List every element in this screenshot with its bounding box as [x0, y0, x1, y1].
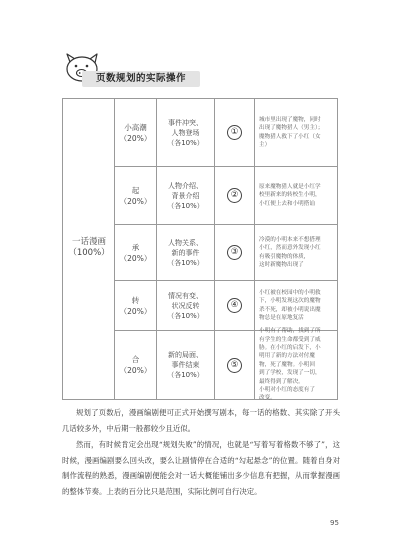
- total-cell: [63, 99, 115, 399]
- total-percent: （100%）: [68, 248, 110, 258]
- row-number: ⑤: [227, 358, 242, 373]
- part-percent: （20%）: [119, 253, 152, 263]
- part-percent: （20%）: [119, 133, 152, 143]
- section-title: 页数规划的实际操作: [96, 73, 187, 84]
- table-row: [115, 281, 337, 331]
- row-description: 冷漠的小明本来不想搭理 小红，然而意外发现小红 有吸引魔物的体质， 这时新魔物出现了: [259, 236, 321, 268]
- total-label: 一话漫画: [71, 237, 106, 247]
- row-description: 小红被在校园中的小明救 下，小明发现这次的魔物 杀不死，却被小明说出魔 物总是在原地复活: [259, 289, 321, 321]
- content-line: （各10%）: [167, 138, 204, 147]
- content-line: 人物登场: [171, 128, 200, 137]
- content-line: （各10%）: [167, 201, 204, 210]
- part-percent: （20%）: [119, 196, 152, 206]
- content-line: （各10%）: [167, 311, 204, 320]
- table-row: [115, 225, 337, 281]
- row-number: ③: [227, 245, 242, 260]
- row-number: ②: [227, 188, 242, 203]
- part-name: 承: [131, 242, 140, 252]
- content-line: 事件结束: [171, 361, 200, 369]
- content-line: 新的事件: [171, 248, 200, 257]
- body-paragraph: 然而，有时候肯定会出现“规划失败”的情况，也就是“写着写着格数不够了”，这时候，漫画编剧要么回头改，要么让剧情停在合适的“勾起悬念”的位置。随着自身对制作流程的熟悉，漫画编剧便能会对一话大概能铺出多少信息有把握，从而掌握漫画的整体节奏。上表的百分比只是范围，实际比例可自行决定。: [62, 440, 340, 496]
- row-description: 城市里出现了魔物，同时 出现了魔物猎人（男主）； 魔物猎人救下了小红（女 主）: [259, 116, 324, 148]
- table-row: [115, 167, 337, 225]
- table-row: [115, 328, 337, 402]
- content-line: 背景介绍: [171, 191, 200, 200]
- row-description: 小明有了帮助，找到了所 有学生的生命都受到了威 胁。在小红的启发下，小 明用了新的方法对付魔 物，死了魔物。小明回 到了学校，发现了一切， 最终得到了解决。 小明对小红的态度有了 改变。: [259, 328, 321, 402]
- content-line: 人物关系、: [168, 238, 203, 247]
- row-number: ④: [227, 298, 242, 313]
- page-plan-table: [62, 98, 338, 400]
- body-paragraph: 规划了页数后，漫画编剧便可正式开始撰写剧本，每一话的格数、其实除了开头几话较多外，中后期一般都较少且近似。: [62, 408, 340, 433]
- content-line: 状况反转: [171, 301, 200, 310]
- table-row: [115, 99, 337, 167]
- content-line: 事件冲突、: [168, 118, 203, 127]
- part-name: 合: [131, 355, 140, 364]
- page-number: 95: [330, 519, 339, 527]
- row-number: ①: [227, 125, 242, 140]
- content-line: 人物介绍、: [168, 181, 203, 190]
- part-name: 起: [131, 185, 140, 195]
- content-line: 情况有变、: [168, 291, 203, 300]
- part-name: 转: [131, 295, 140, 305]
- section-header: [62, 52, 212, 90]
- part-name: 小高潮: [124, 122, 147, 132]
- content-line: （各10%）: [167, 371, 204, 379]
- part-percent: （20%）: [119, 306, 152, 316]
- part-percent: （20%）: [119, 366, 152, 375]
- content-line: 新的局面、: [168, 351, 203, 359]
- content-line: （各10%）: [167, 258, 204, 267]
- row-description: 原来魔物猎人就是小红学 校里新来的转校生小明， 小红便上去和小明搭讪: [259, 183, 321, 207]
